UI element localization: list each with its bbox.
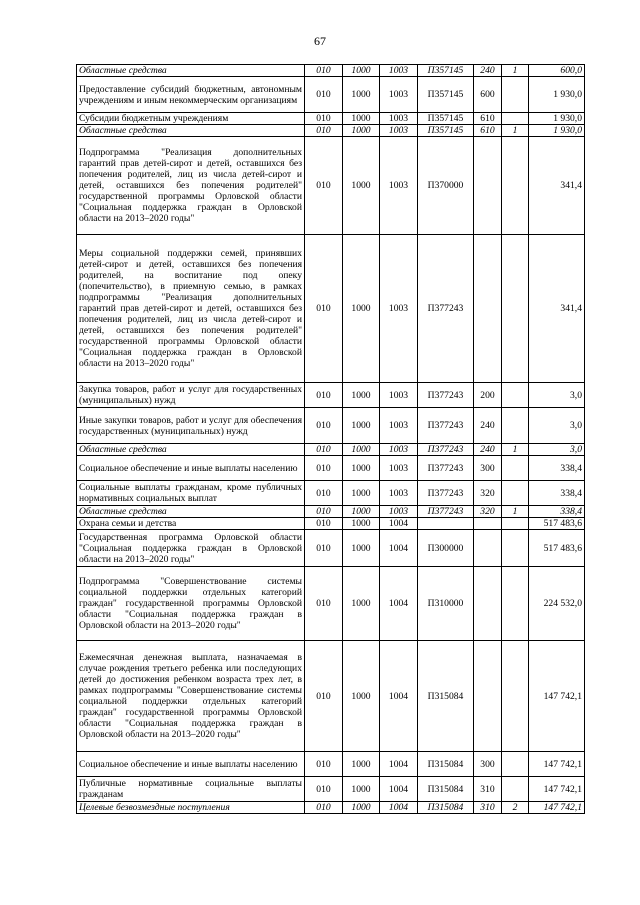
row-subsection-code: 1003 bbox=[380, 383, 418, 408]
row-section-code: 1000 bbox=[343, 113, 380, 125]
row-amount: 147 742,1 bbox=[529, 777, 585, 802]
row-subsection-code: 1003 bbox=[380, 456, 418, 481]
row-expense-type-code: 300 bbox=[474, 456, 502, 481]
table-row bbox=[77, 65, 585, 77]
row-section-code: 1000 bbox=[343, 567, 380, 641]
row-expense-type-code bbox=[474, 530, 502, 567]
row-expense-type-code bbox=[474, 235, 502, 383]
row-source-code bbox=[502, 752, 529, 777]
row-amount: 600,0 bbox=[529, 65, 585, 77]
row-target-item-code: П357145 bbox=[418, 113, 474, 125]
row-section-code: 1000 bbox=[343, 125, 380, 137]
row-amount: 1 930,0 bbox=[529, 125, 585, 137]
row-subsection-code: 1003 bbox=[380, 137, 418, 235]
row-grbs-code: 010 bbox=[305, 518, 343, 530]
row-subsection-code: 1004 bbox=[380, 802, 418, 814]
row-grbs-code: 010 bbox=[305, 408, 343, 444]
row-subsection-code: 1004 bbox=[380, 752, 418, 777]
row-target-item-code bbox=[418, 518, 474, 530]
row-grbs-code: 010 bbox=[305, 77, 343, 113]
row-source-code: 1 bbox=[502, 125, 529, 137]
row-source-code: 1 bbox=[502, 444, 529, 456]
table-row bbox=[77, 125, 585, 137]
row-name: Публичные нормативные социальные выплаты гражданам bbox=[77, 777, 305, 802]
row-section-code: 1000 bbox=[343, 408, 380, 444]
table-row bbox=[77, 235, 585, 383]
row-grbs-code: 010 bbox=[305, 777, 343, 802]
row-source-code bbox=[502, 518, 529, 530]
row-amount: 147 742,1 bbox=[529, 641, 585, 752]
row-subsection-code: 1004 bbox=[380, 530, 418, 567]
row-section-code: 1000 bbox=[343, 77, 380, 113]
table-row bbox=[77, 456, 585, 481]
table-row bbox=[77, 518, 585, 530]
page-number: 67 bbox=[314, 34, 326, 48]
row-amount: 147 742,1 bbox=[529, 802, 585, 814]
row-subsection-code: 1003 bbox=[380, 77, 418, 113]
row-amount: 341,4 bbox=[529, 137, 585, 235]
row-source-code bbox=[502, 481, 529, 506]
row-subsection-code: 1003 bbox=[380, 65, 418, 77]
row-section-code: 1000 bbox=[343, 530, 380, 567]
row-target-item-code: П377243 bbox=[418, 235, 474, 383]
row-grbs-code: 010 bbox=[305, 235, 343, 383]
row-amount: 3,0 bbox=[529, 383, 585, 408]
table-row bbox=[77, 752, 585, 777]
table-row bbox=[77, 567, 585, 641]
row-subsection-code: 1004 bbox=[380, 641, 418, 752]
row-name: Охрана семьи и детства bbox=[77, 518, 305, 530]
table-row bbox=[77, 113, 585, 125]
row-grbs-code: 010 bbox=[305, 456, 343, 481]
row-grbs-code: 010 bbox=[305, 530, 343, 567]
row-source-code: 1 bbox=[502, 506, 529, 518]
row-name: Подпрограмма "Реализация дополнительных гарантий прав детей-сирот и детей, оставшихся без попечения родителей, лиц из числа детей-сирот и детей, оставшихся без попечения родителей" государственной программы Орловской области "Социальная поддержка граждан в Орловской области на 2013–2020 годы" bbox=[77, 137, 305, 235]
row-subsection-code: 1004 bbox=[380, 518, 418, 530]
row-grbs-code: 010 bbox=[305, 383, 343, 408]
table-row bbox=[77, 777, 585, 802]
row-section-code: 1000 bbox=[343, 777, 380, 802]
row-name: Социальное обеспечение и иные выплаты населению bbox=[77, 752, 305, 777]
row-grbs-code: 010 bbox=[305, 137, 343, 235]
row-expense-type-code: 310 bbox=[474, 802, 502, 814]
row-target-item-code: П357145 bbox=[418, 65, 474, 77]
row-source-code bbox=[502, 383, 529, 408]
table-row bbox=[77, 137, 585, 235]
row-amount: 3,0 bbox=[529, 444, 585, 456]
row-section-code: 1000 bbox=[343, 518, 380, 530]
row-expense-type-code: 310 bbox=[474, 777, 502, 802]
row-amount: 517 483,6 bbox=[529, 530, 585, 567]
row-amount: 1 930,0 bbox=[529, 77, 585, 113]
row-amount: 338,4 bbox=[529, 456, 585, 481]
table-row bbox=[77, 506, 585, 518]
row-section-code: 1000 bbox=[343, 65, 380, 77]
row-grbs-code: 010 bbox=[305, 567, 343, 641]
row-expense-type-code bbox=[474, 137, 502, 235]
row-amount: 338,4 bbox=[529, 506, 585, 518]
row-amount: 338,4 bbox=[529, 481, 585, 506]
row-grbs-code: 010 bbox=[305, 802, 343, 814]
row-section-code: 1000 bbox=[343, 641, 380, 752]
table-row bbox=[77, 408, 585, 444]
row-section-code: 1000 bbox=[343, 481, 380, 506]
row-expense-type-code: 300 bbox=[474, 752, 502, 777]
row-subsection-code: 1003 bbox=[380, 481, 418, 506]
row-target-item-code: П377243 bbox=[418, 444, 474, 456]
row-target-item-code: П300000 bbox=[418, 530, 474, 567]
row-subsection-code: 1004 bbox=[380, 567, 418, 641]
table-row bbox=[77, 481, 585, 506]
row-section-code: 1000 bbox=[343, 444, 380, 456]
row-section-code: 1000 bbox=[343, 235, 380, 383]
row-amount: 224 532,0 bbox=[529, 567, 585, 641]
row-grbs-code: 010 bbox=[305, 752, 343, 777]
row-section-code: 1000 bbox=[343, 752, 380, 777]
row-target-item-code: П377243 bbox=[418, 408, 474, 444]
row-expense-type-code: 240 bbox=[474, 408, 502, 444]
row-name: Целевые безвозмездные поступления bbox=[77, 802, 305, 814]
row-source-code bbox=[502, 641, 529, 752]
row-target-item-code: П315084 bbox=[418, 777, 474, 802]
row-section-code: 1000 bbox=[343, 383, 380, 408]
row-subsection-code: 1003 bbox=[380, 444, 418, 456]
table-row bbox=[77, 530, 585, 567]
row-section-code: 1000 bbox=[343, 456, 380, 481]
row-target-item-code: П357145 bbox=[418, 77, 474, 113]
row-name: Иные закупки товаров, работ и услуг для обеспечения государственных (муниципальных) нужд bbox=[77, 408, 305, 444]
table-row bbox=[77, 641, 585, 752]
row-source-code: 1 bbox=[502, 65, 529, 77]
row-expense-type-code bbox=[474, 518, 502, 530]
row-section-code: 1000 bbox=[343, 137, 380, 235]
row-name: Закупка товаров, работ и услуг для государственных (муниципальных) нужд bbox=[77, 383, 305, 408]
row-amount: 517 483,6 bbox=[529, 518, 585, 530]
row-grbs-code: 010 bbox=[305, 506, 343, 518]
row-subsection-code: 1003 bbox=[380, 113, 418, 125]
row-name: Социальные выплаты гражданам, кроме публичных нормативных социальных выплат bbox=[77, 481, 305, 506]
row-target-item-code: П377243 bbox=[418, 383, 474, 408]
row-name: Социальное обеспечение и иные выплаты населению bbox=[77, 456, 305, 481]
row-name: Ежемесячная денежная выплата, назначаемая в случае рождения третьего ребенка или последующих детей до достижения ребенком возраста трех лет, в рамках подпрограммы "Совершенствование системы социальной поддержки отдельных категорий граждан" государственной программы Орловской области "Социальная поддержка граждан в Орловской области на 2013–2020 годы" bbox=[77, 641, 305, 752]
row-expense-type-code: 610 bbox=[474, 125, 502, 137]
row-grbs-code: 010 bbox=[305, 65, 343, 77]
row-section-code: 1000 bbox=[343, 802, 380, 814]
row-name: Областные средства bbox=[77, 444, 305, 456]
row-amount: 3,0 bbox=[529, 408, 585, 444]
row-source-code bbox=[502, 530, 529, 567]
row-subsection-code: 1003 bbox=[380, 235, 418, 383]
row-source-code bbox=[502, 77, 529, 113]
row-source-code bbox=[502, 235, 529, 383]
row-name: Подпрограмма "Совершенствование системы социальной поддержки отдельных категорий граждан" государственной программы Орловской области "Социальная поддержка граждан в Орловской области на 2013–2020 годы" bbox=[77, 567, 305, 641]
row-amount: 1 930,0 bbox=[529, 113, 585, 125]
row-name: Субсидии бюджетным учреждениям bbox=[77, 113, 305, 125]
row-target-item-code: П315084 bbox=[418, 752, 474, 777]
row-source-code: 2 bbox=[502, 802, 529, 814]
table-row bbox=[77, 444, 585, 456]
row-expense-type-code bbox=[474, 567, 502, 641]
row-name: Меры социальной поддержки семей, принявших детей-сирот и детей, оставшихся без попечения родителей, на воспитание под опеку (попечительство), в приемную семью, в рамках подпрограммы "Реализация дополнительных гарантий прав детей-сирот и детей, оставшихся без попечения родителей, лиц из числа детей-сирот и детей, оставшихся без попечения родителей" государственной программы Орловской области "Социальная поддержка граждан в Орловской области на 2013–2020 годы" bbox=[77, 235, 305, 383]
row-grbs-code: 010 bbox=[305, 125, 343, 137]
row-expense-type-code: 600 bbox=[474, 77, 502, 113]
row-name: Областные средства bbox=[77, 506, 305, 518]
row-name: Предоставление субсидий бюджетным, автономным учреждениям и иным некоммерческим организациям bbox=[77, 77, 305, 113]
table-row bbox=[77, 383, 585, 408]
row-target-item-code: П315084 bbox=[418, 641, 474, 752]
row-source-code bbox=[502, 137, 529, 235]
table-row bbox=[77, 802, 585, 814]
row-section-code: 1000 bbox=[343, 506, 380, 518]
row-amount: 147 742,1 bbox=[529, 752, 585, 777]
row-target-item-code: П370000 bbox=[418, 137, 474, 235]
row-expense-type-code: 240 bbox=[474, 444, 502, 456]
row-source-code bbox=[502, 408, 529, 444]
row-subsection-code: 1003 bbox=[380, 506, 418, 518]
row-subsection-code: 1004 bbox=[380, 777, 418, 802]
row-target-item-code: П315084 bbox=[418, 802, 474, 814]
row-source-code bbox=[502, 567, 529, 641]
row-amount: 341,4 bbox=[529, 235, 585, 383]
table-row bbox=[77, 77, 585, 113]
row-name: Государственная программа Орловской области "Социальная поддержка граждан в Орловской области на 2013–2020 годы" bbox=[77, 530, 305, 567]
row-expense-type-code: 610 bbox=[474, 113, 502, 125]
row-subsection-code: 1003 bbox=[380, 125, 418, 137]
row-target-item-code: П377243 bbox=[418, 506, 474, 518]
row-expense-type-code: 320 bbox=[474, 481, 502, 506]
budget-table bbox=[76, 64, 585, 814]
row-source-code bbox=[502, 113, 529, 125]
row-name: Областные средства bbox=[77, 65, 305, 77]
row-expense-type-code: 200 bbox=[474, 383, 502, 408]
row-target-item-code: П357145 bbox=[418, 125, 474, 137]
row-grbs-code: 010 bbox=[305, 481, 343, 506]
row-expense-type-code: 240 bbox=[474, 65, 502, 77]
row-name: Областные средства bbox=[77, 125, 305, 137]
row-grbs-code: 010 bbox=[305, 113, 343, 125]
row-target-item-code: П310000 bbox=[418, 567, 474, 641]
row-grbs-code: 010 bbox=[305, 444, 343, 456]
row-source-code bbox=[502, 777, 529, 802]
row-subsection-code: 1003 bbox=[380, 408, 418, 444]
row-expense-type-code bbox=[474, 641, 502, 752]
row-target-item-code: П377243 bbox=[418, 481, 474, 506]
row-expense-type-code: 320 bbox=[474, 506, 502, 518]
row-grbs-code: 010 bbox=[305, 641, 343, 752]
row-source-code bbox=[502, 456, 529, 481]
row-target-item-code: П377243 bbox=[418, 456, 474, 481]
